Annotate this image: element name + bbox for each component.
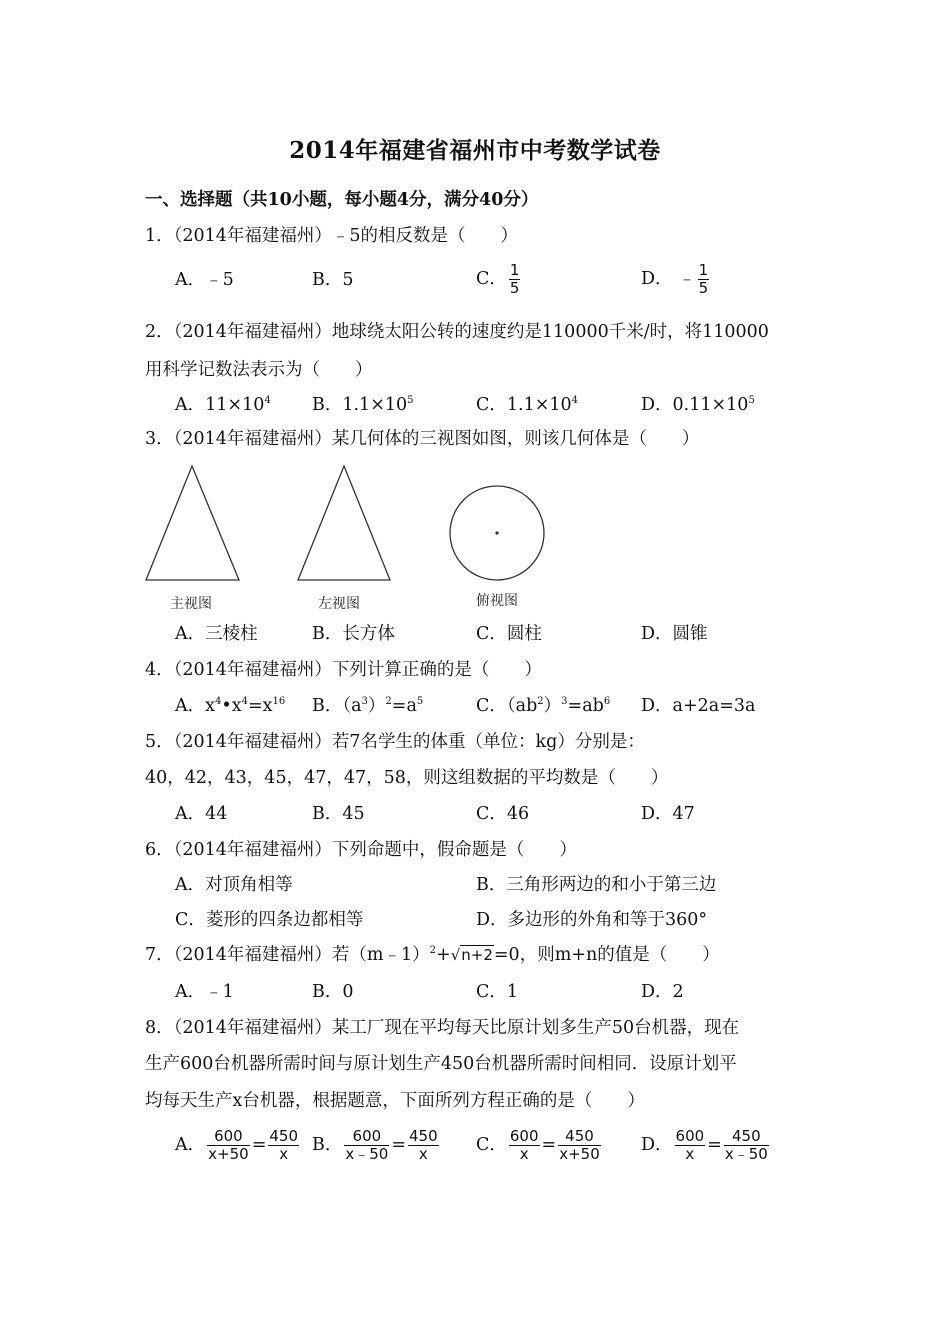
- q8-d-fraction-right: [724, 1128, 769, 1163]
- question-1-stem: 1．（2014年福建福州）﹣5的相反数是（ ）: [145, 226, 519, 246]
- q8-a-fraction-left: [207, 1128, 250, 1163]
- q3-option-c: C．圆柱: [476, 624, 542, 644]
- q8-d-fraction-left: [675, 1128, 706, 1163]
- q1-c-numerator: 1: [509, 261, 520, 279]
- q8-b-label: B．: [312, 1135, 343, 1155]
- q4-option-b: [312, 694, 423, 718]
- q8-option-d: [641, 1128, 771, 1163]
- numerator: 600: [207, 1128, 250, 1146]
- q4-option-a: [175, 694, 285, 718]
- q3-option-b: B．长方体: [312, 624, 395, 644]
- denominator: x﹣50: [724, 1145, 768, 1163]
- q5-option-b: B．45: [312, 804, 365, 824]
- q4-option-d: D．a+2a=3a: [641, 696, 756, 716]
- q8-a-label: A．: [175, 1135, 206, 1155]
- q6-option-a: A．对顶角相等: [175, 875, 293, 895]
- q4-option-c: [476, 694, 610, 718]
- q1-d-denominator: 5: [698, 279, 709, 297]
- question-3-stem: 3．（2014年福建福州）某几何体的三视图如图，则该几何体是（ ）: [145, 429, 700, 449]
- q1-option-a: A．﹣5: [175, 270, 234, 290]
- q2-option-c: [476, 393, 578, 417]
- equals-sign: =: [251, 1135, 267, 1155]
- q1-fraction-c: [509, 262, 521, 297]
- q1-option-b: B．5: [312, 270, 354, 290]
- q1-c-denominator: 5: [509, 279, 520, 297]
- q2-option-b: [312, 393, 414, 417]
- equals-sign: =: [391, 1135, 407, 1155]
- q8-a-fraction-right: [268, 1128, 299, 1163]
- top-view-caption: 俯视图: [476, 593, 518, 609]
- question-5-stem-line2: 40，42，43，45，47，47，58，则这组数据的平均数是（ ）: [145, 768, 669, 788]
- q4-c-part: ）: [543, 696, 562, 716]
- q8-option-a: [175, 1128, 301, 1163]
- q8-c-fraction-right: [558, 1128, 601, 1163]
- q4-c-part: C．（ab: [476, 696, 538, 716]
- numerator: 600: [509, 1127, 539, 1145]
- q7-sqrt: √n+2: [450, 946, 493, 964]
- equals-sign: =: [541, 1135, 557, 1155]
- q7-option-a: A．﹣1: [175, 982, 234, 1002]
- numerator: 450: [409, 1127, 438, 1145]
- q4-b-exp3: 5: [416, 696, 424, 707]
- q4-a-exp3: 16: [272, 696, 286, 707]
- numerator: 600: [675, 1127, 705, 1145]
- question-6-stem: 6．（2014年福建福州）下列命题中，假命题是（ ）: [145, 840, 577, 860]
- q8-c-fraction-left: [509, 1128, 540, 1163]
- denominator: x+50: [208, 1145, 249, 1163]
- q4-c-exp2: 3: [561, 696, 568, 707]
- q2-c-text: C．1.1×10: [476, 395, 572, 415]
- numerator: 450: [558, 1128, 601, 1146]
- q4-a-part: =x: [247, 696, 273, 716]
- denominator: x: [418, 1145, 428, 1163]
- denominator: x: [279, 1145, 289, 1163]
- section-heading: 一、选择题（共10小题，每小题4分，满分40分）: [145, 190, 539, 210]
- q7-option-b: B．0: [312, 982, 354, 1002]
- q8-b-fraction-right: [408, 1128, 439, 1163]
- q4-b-exp1: 3: [361, 696, 368, 707]
- q1-d-sign: ﹣: [678, 269, 696, 289]
- q4-a-exp2: 4: [241, 696, 248, 707]
- question-8-stem-line2: 生产600台机器所需时间与原计划生产450台机器所需时间相同．设原计划平: [145, 1054, 737, 1074]
- q4-b-exp2: 2: [385, 696, 392, 707]
- numerator: 600: [344, 1128, 389, 1146]
- q2-option-a: [175, 393, 271, 417]
- q6-option-c: C．菱形的四条边都相等: [175, 910, 364, 930]
- q7-stem-part: =0，则m+n的值是（ ）: [493, 945, 720, 965]
- q4-b-part: B．（a: [312, 696, 362, 716]
- q4-c-part: =ab: [567, 696, 604, 716]
- q1-d-numerator: 1: [698, 261, 709, 279]
- q1-option-d: [641, 262, 711, 297]
- q5-option-a: A．44: [175, 804, 228, 824]
- q7-radicand: n+2: [461, 946, 493, 964]
- question-7-stem: [145, 943, 720, 967]
- q8-d-label: D．: [641, 1135, 673, 1155]
- q2-c-exponent: 4: [571, 395, 579, 406]
- q2-b-exponent: 5: [407, 395, 414, 406]
- question-2-stem-line1: 2．（2014年福建福州）地球绕太阳公转的速度约是110000千米/时，将110000: [145, 322, 769, 342]
- q7-option-c: C．1: [476, 982, 519, 1002]
- q7-stem-exponent: 2: [429, 945, 437, 956]
- q7-stem-part: 7．（2014年福建福州）若（m﹣1）: [145, 945, 430, 965]
- side-view-caption: 左视图: [318, 596, 360, 612]
- q1-option-c-label: C．: [476, 269, 507, 289]
- q7-stem-part: +: [436, 945, 451, 965]
- q2-option-d: [641, 393, 755, 417]
- front-view-caption: 主视图: [170, 596, 212, 612]
- three-views-figure: [140, 460, 570, 590]
- q5-option-d: D．47: [641, 804, 695, 824]
- q5-option-c: C．46: [476, 804, 530, 824]
- q8-option-b: [312, 1128, 441, 1163]
- q1-option-c: [476, 262, 522, 297]
- q1-option-d-label: D．: [641, 269, 673, 289]
- question-8-stem-line1: 8．（2014年福建福州）某工厂现在平均每天比原计划多生产50台机器，现在: [145, 1018, 740, 1038]
- top-view-center-dot: [495, 531, 498, 534]
- front-view-triangle: [146, 466, 239, 580]
- numerator: 450: [724, 1128, 769, 1146]
- q2-d-exponent: 5: [748, 395, 755, 406]
- q7-option-d: D．2: [641, 982, 684, 1002]
- q2-a-text: A．11×10: [175, 395, 265, 415]
- q3-option-a: A．三棱柱: [175, 624, 258, 644]
- q2-a-exponent: 4: [264, 395, 271, 406]
- denominator: x﹣50: [345, 1145, 389, 1163]
- q1-fraction-d: [698, 262, 710, 297]
- q4-a-part: A．x: [175, 696, 216, 716]
- q2-d-text: D．0.11×10: [641, 395, 749, 415]
- side-view-triangle: [298, 466, 390, 580]
- question-5-stem-line1: 5．（2014年福建福州）若7名学生的体重（单位：kg）分别是：: [145, 732, 645, 752]
- page-title: 2014年福建省福州市中考数学试卷: [289, 137, 661, 164]
- denominator: x: [519, 1145, 529, 1163]
- denominator: x+50: [559, 1145, 600, 1163]
- q8-c-label: C．: [476, 1135, 507, 1155]
- q8-b-fraction-left: [344, 1128, 389, 1163]
- q4-a-exp1: 4: [215, 696, 222, 707]
- q4-c-exp1: 2: [537, 696, 544, 707]
- question-8-stem-line3: 均每天生产x台机器，根据题意，下面所列方程正确的是（ ）: [145, 1091, 645, 1111]
- q8-option-c: [476, 1128, 603, 1163]
- denominator: x: [685, 1145, 695, 1163]
- q4-a-part: •x: [221, 696, 242, 716]
- question-4-stem: 4．（2014年福建福州）下列计算正确的是（ ）: [145, 660, 542, 680]
- question-2-stem-line2: 用科学记数法表示为（ ）: [145, 360, 373, 380]
- equals-sign: =: [707, 1135, 722, 1155]
- q6-option-d: D．多边形的外角和等于360°: [476, 910, 708, 930]
- numerator: 450: [269, 1127, 298, 1145]
- q3-option-d: D．圆锥: [641, 624, 708, 644]
- q4-b-part: ）: [367, 696, 386, 716]
- q4-c-exp3: 6: [603, 696, 611, 707]
- q2-b-text: B．1.1×10: [312, 395, 408, 415]
- q4-b-part: =a: [391, 696, 417, 716]
- q6-option-b: B．三角形两边的和小于第三边: [476, 875, 717, 895]
